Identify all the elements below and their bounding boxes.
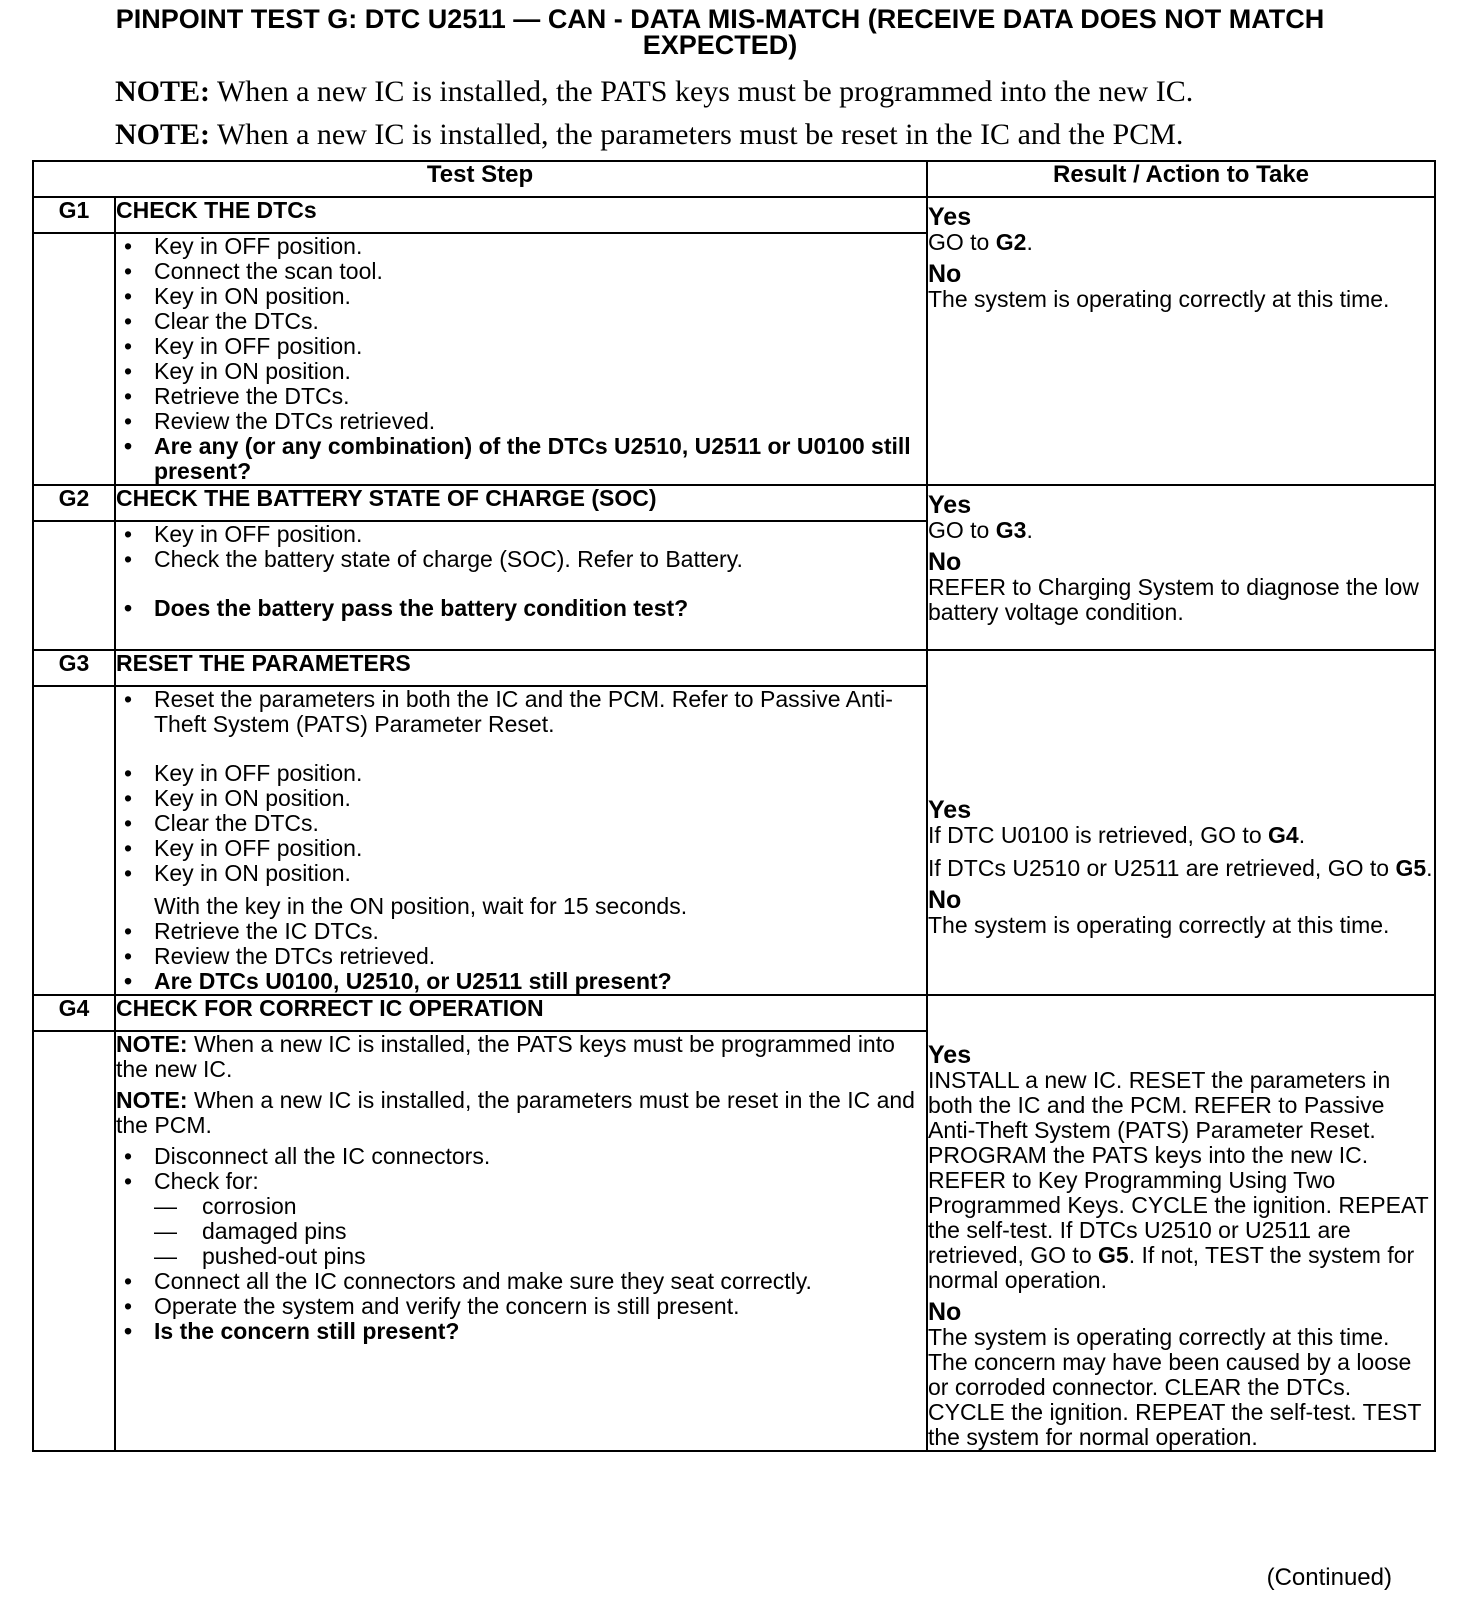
question-item: • Are DTCs U0100, U2510, or U2511 still present? [116,969,926,994]
step-title-row-g2 [33,485,1435,521]
no-label: No [928,548,962,576]
result-cell-g2 [927,485,1435,650]
header-result: Result / Action to Take [927,161,1435,197]
page-title: PINPOINT TEST G: DTC U2511 — CAN - DATA MIS-MATCH (RECEIVE DATA DOES NOT MATCH EXPECTED) [115,4,1325,60]
continued-label: (Continued) [1266,1564,1392,1591]
yes-label: Yes [928,796,972,824]
step-title: CHECK FOR CORRECT IC OPERATION [115,995,927,1031]
list-item: • Key in OFF position. [116,761,926,786]
list-item: • Retrieve the DTCs. [116,384,926,409]
result-cell-g3 [927,650,1435,995]
check-for-list [154,1194,926,1269]
question-item: • Does the battery pass the battery condition test? [116,596,926,621]
list-item: • Reset the parameters in both the IC and the PCM. Refer to Passive Anti-Theft System (PATS) Parameter Reset. [116,687,926,737]
list-item: • Operate the system and verify the concern is still present. [116,1294,926,1319]
list-item: • Connect the scan tool. [116,259,926,284]
pinpoint-test-table [32,160,1436,1452]
step-title: CHECK THE DTCs [115,197,927,233]
list-item: • Clear the DTCs. [116,811,926,836]
no-text: The system is operating correctly at this time. [928,912,1390,938]
top-note-1 [115,76,1193,108]
yes-text-2: If DTCs U2510 or U2511 are retrieved, GO to G5. [928,855,1433,881]
step-title: CHECK THE BATTERY STATE OF CHARGE (SOC) [115,485,927,521]
list-item: • Key in ON position. [116,861,926,886]
list-item: • Key in OFF position. [116,234,926,259]
yes-label: Yes [928,203,972,231]
no-text: The system is operating correctly at this time. The concern may have been caused by a loose or corroded connector. CLEAR the DTCs. CYCLE the ignition. REPEAT the self-test. TEST the system for normal operation. [928,1324,1422,1450]
list-item: • Check for: — corrosion — damaged pins — pushed-out pins [116,1169,926,1269]
step-note: NOTE: When a new IC is installed, the parameters must be reset in the IC and the PCM. [116,1087,915,1138]
yes-label: Yes [928,491,972,519]
no-text: REFER to Charging System to diagnose the low battery voltage condition. [928,574,1419,625]
step-title: RESET THE PARAMETERS [115,650,927,686]
result-cell-g4 [927,995,1435,1451]
yes-text: INSTALL a new IC. RESET the parameters in both the IC and the PCM. REFER to Passive Anti-Theft System (PATS) Parameter Reset. PROGRAM the PATS keys into the new IC. REFER to Key Programming Using Two Programmed Keys. CYCLE the ignition. REPEAT the self-test. If DTCs U2510 or U2511 are retrieved, GO to G5. If not, TEST the system for normal operation. [928,1067,1429,1293]
list-item: • Key in ON position. [116,786,926,811]
step-title-row-g4 [33,995,1435,1031]
no-label: No [928,886,962,914]
list-item: With the key in the ON position, wait for 15 seconds. [154,893,688,919]
step-id: G4 [33,995,115,1031]
step-title-row-g3 [33,650,1435,686]
no-text: The system is operating correctly at this time. [928,286,1390,312]
list-item: • Check the battery state of charge (SOC). Refer to Battery. [116,547,926,572]
yes-label: Yes [928,1041,972,1069]
list-item: — pushed-out pins [154,1244,926,1269]
note-text: When a new IC is installed, the PATS keys must be programmed into the new IC. [210,75,1194,108]
header-test-step: Test Step [33,161,927,197]
step-id: G1 [33,197,115,233]
list-item: • Key in OFF position. [116,334,926,359]
note-label: NOTE: [115,75,211,108]
list-item: • Key in OFF position. [116,836,926,861]
list-item: • Disconnect all the IC connectors. [116,1144,926,1169]
step-id: G2 [33,485,115,521]
step-note: NOTE: When a new IC is installed, the PATS keys must be programmed into the new IC. [116,1031,895,1082]
yes-text-1: If DTC U0100 is retrieved, GO to G4. [928,822,1306,848]
yes-text: GO to G2. [928,229,1033,255]
list-item: • Review the DTCs retrieved. [116,944,926,969]
step-body [115,521,927,650]
step-body [115,233,927,485]
step-id: G3 [33,650,115,686]
top-note-2 [115,119,1183,151]
question-item: • Are any (or any combination) of the DTCs U2510, U2511 or U0100 still present? [116,434,926,484]
note-text: When a new IC is installed, the parameters must be reset in the IC and the PCM. [210,118,1184,151]
list-item: • Review the DTCs retrieved. [116,409,926,434]
list-item: — damaged pins [154,1219,926,1244]
list-item: • Key in ON position. [116,359,926,384]
list-item: • Clear the DTCs. [116,309,926,334]
list-item: • Key in ON position. [116,284,926,309]
no-label: No [928,1298,962,1326]
step-title-row-g1 [33,197,1435,233]
note-label: NOTE: [115,118,211,151]
list-item: • Connect all the IC connectors and make sure they seat correctly. [116,1269,926,1294]
no-label: No [928,260,962,288]
list-item: — corrosion [154,1194,926,1219]
table-header-row [33,161,1435,197]
question-item: • Is the concern still present? [116,1319,926,1344]
list-item: • Retrieve the IC DTCs. [116,919,926,944]
step-body [115,686,927,995]
result-cell-g1 [927,197,1435,485]
yes-text: GO to G3. [928,517,1033,543]
step-body [115,1031,927,1451]
list-item: • Key in OFF position. [116,522,926,547]
